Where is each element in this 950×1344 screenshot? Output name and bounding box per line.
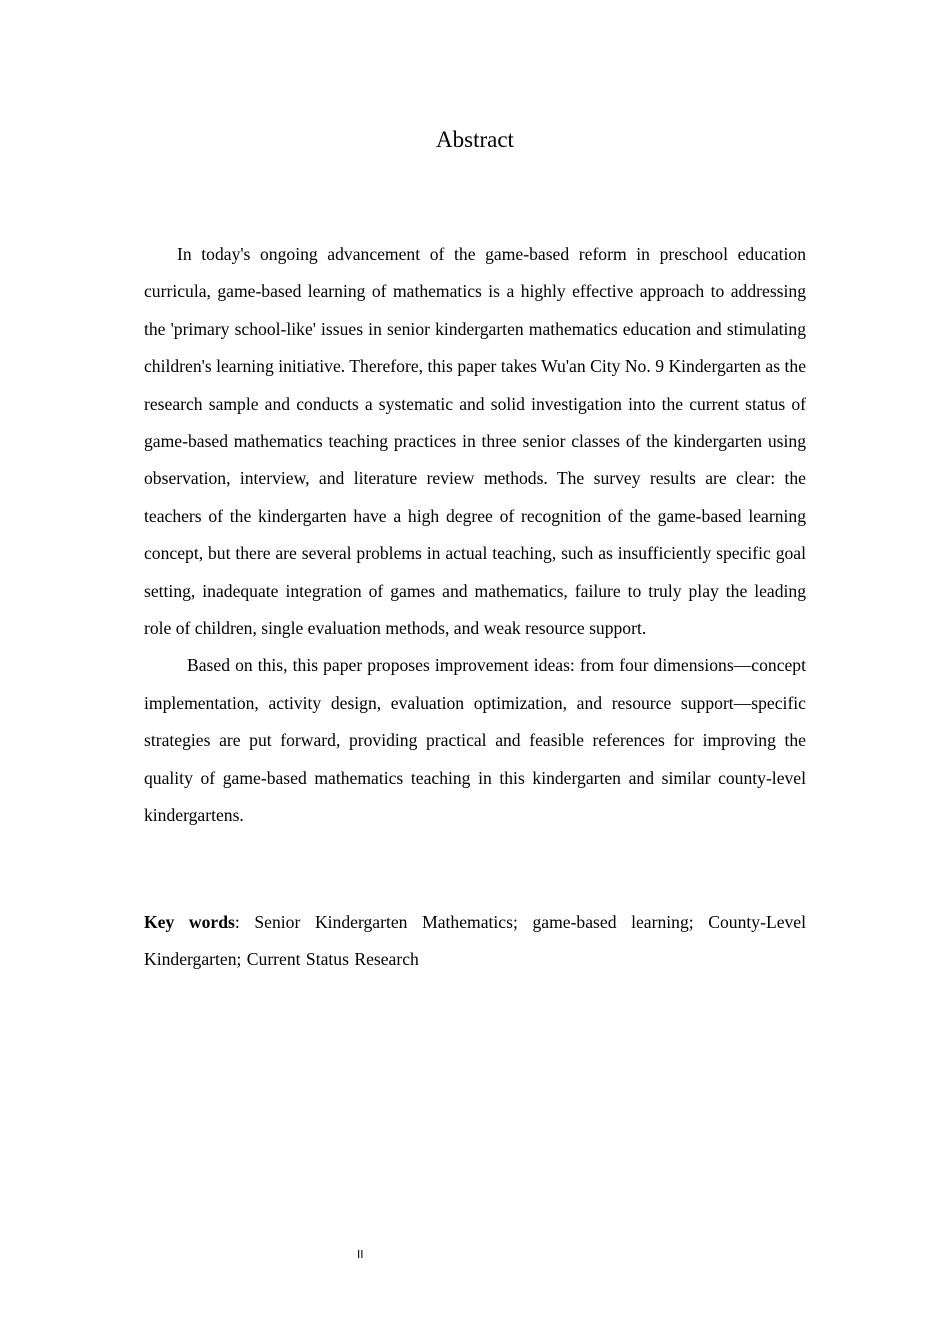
abstract-paragraph-1: In today's ongoing advancement of the game-based reform in preschool education curricula, game-based learning of mathematics is a highly effective approach to addressing the 'primary school-like' issues in senior kindergarten mathematics education and stimulating children's learning initiative. Therefore, this paper takes Wu'an City No. 9 Kindergarten as the research sample and conducts a systematic and solid investigation into the current status of game-based mathematics teaching practices in three senior classes of the kindergarten using observation, interview, and literature review methods. The survey results are clear: the teachers of the kindergarten have a high degree of recognition of the game-based learning concept, but there are several problems in actual teaching, such as insufficiently specific goal setting, inadequate integration of games and mathematics, failure to truly play the leading role of children, single evaluation methods, and weak resource support.: [144, 244, 806, 639]
abstract-title: Abstract: [436, 127, 514, 152]
keywords-label: Key words: [144, 912, 235, 932]
abstract-body: [144, 236, 806, 835]
abstract-paragraph-2: Based on this, this paper proposes improvement ideas: from four dimensions—concept implementation, activity design, evaluation optimization, and resource support—specific strategies are put forward, providing practical and feasible references for improving the quality of game-based mathematics teaching in this kindergarten and similar county-level kindergartens.: [144, 655, 806, 826]
keywords-block: [144, 904, 806, 979]
page-number: II: [357, 1248, 364, 1261]
keywords-text: : Senior Kindergarten Mathematics; game-based learning; County-Level Kindergarten; Current Status Research: [144, 912, 806, 970]
